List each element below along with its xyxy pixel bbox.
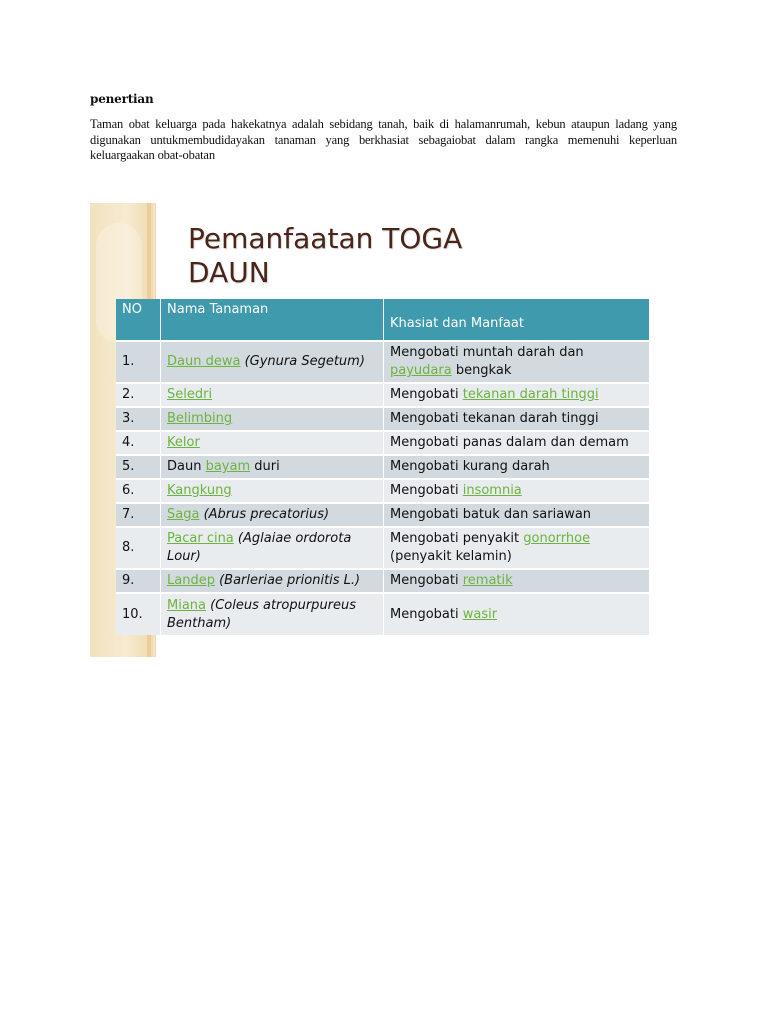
slide-title-line1: Pemanfaatan TOGA <box>188 222 463 255</box>
benefit-text: Mengobati <box>390 606 463 622</box>
plant-name-link[interactable]: Seledri <box>167 387 213 402</box>
plant-name-link[interactable]: Daun dewa <box>167 354 241 369</box>
row-number: 7. <box>116 503 161 527</box>
benefit-cell <box>384 503 650 527</box>
header-name: Nama Tanaman <box>161 299 384 341</box>
plant-name-cell <box>161 569 384 593</box>
table-body <box>116 341 650 635</box>
header-no: NO <box>116 299 161 341</box>
benefit-text: Mengobati penyakit <box>390 531 524 546</box>
table-row <box>116 431 650 455</box>
plant-latin-name: (Gynura Segetum) <box>240 354 365 369</box>
benefit-cell <box>384 527 650 569</box>
benefit-text: (penyakit kelamin) <box>390 549 512 564</box>
benefit-cell <box>384 569 650 593</box>
table-row <box>116 479 650 503</box>
table-row <box>116 503 650 527</box>
benefit-text: Mengobati panas dalam dan demam <box>390 435 629 450</box>
benefit-cell <box>384 479 650 503</box>
plant-name-cell <box>161 383 384 407</box>
table-header-row <box>116 299 650 341</box>
plant-latin-name: (Coleus atropurpureus Bentham) <box>167 597 357 631</box>
benefit-cell <box>384 431 650 455</box>
benefit-link[interactable]: rematik <box>462 573 513 588</box>
benefit-link[interactable]: payudara <box>390 363 452 378</box>
plant-name-link[interactable]: Belimbing <box>167 411 233 426</box>
benefit-cell <box>384 383 650 407</box>
plant-name-cell <box>161 455 384 479</box>
benefit-text: Mengobati batuk dan sariawan <box>390 507 592 522</box>
plant-name-cell <box>161 593 384 635</box>
benefit-cell <box>384 455 650 479</box>
header-benefit: Khasiat dan Manfaat <box>384 299 650 341</box>
benefit-link[interactable]: gonorrhoe <box>523 531 591 546</box>
plant-name-link[interactable]: bayam <box>205 459 251 474</box>
table-row <box>116 455 650 479</box>
row-number: 8. <box>116 527 161 569</box>
table-row <box>116 341 650 383</box>
plant-name-link[interactable]: Kelor <box>167 435 200 450</box>
intro-paragraph: Taman obat keluarga pada hakekatnya adalah sebidang tanah, baik di halamanrumah, kebun ataupun ladang yang digunakan untukmembudidayakan tanaman yang berkhasiat sebagaiobat dalam rangka memenuhi keperluan keluargaakan obat-obatan <box>90 117 677 162</box>
table-row <box>116 593 650 635</box>
plant-name-link[interactable]: Landep <box>167 573 215 588</box>
row-number: 4. <box>116 431 161 455</box>
plant-name-cell <box>161 527 384 569</box>
benefit-text: bengkak <box>451 363 512 378</box>
table-row <box>116 569 650 593</box>
row-number: 3. <box>116 407 161 431</box>
table-row <box>116 527 650 569</box>
row-number: 2. <box>116 383 161 407</box>
benefit-text: Mengobati tekanan darah tinggi <box>390 411 599 426</box>
plant-latin-name: (Abrus precatorius) <box>199 507 330 522</box>
table-row <box>116 407 650 431</box>
benefit-link[interactable]: tekanan darah tinggi <box>462 387 599 402</box>
row-number: 9. <box>116 569 161 593</box>
slide-image <box>90 203 654 657</box>
row-number: 10. <box>116 593 161 635</box>
plant-latin-name: (Aglaiae ordorota Lour) <box>167 531 352 564</box>
row-number: 1. <box>116 341 161 383</box>
section-heading: penertian <box>90 92 154 106</box>
toga-table <box>116 299 650 635</box>
benefit-cell <box>384 593 650 635</box>
plant-name-cell <box>161 407 384 431</box>
plant-name-link[interactable]: Pacar cina <box>167 531 234 546</box>
plant-name-link[interactable]: Miana <box>167 597 206 613</box>
benefit-cell <box>384 407 650 431</box>
benefit-link[interactable]: insomnia <box>462 483 522 498</box>
benefit-text: Mengobati <box>390 483 463 498</box>
benefit-cell <box>384 341 650 383</box>
slide-title <box>188 222 628 290</box>
benefit-text: Mengobati <box>390 573 463 588</box>
row-number: 5. <box>116 455 161 479</box>
row-number: 6. <box>116 479 161 503</box>
benefit-text: Mengobati <box>390 387 463 402</box>
plant-name-cell <box>161 479 384 503</box>
plant-name-cell <box>161 431 384 455</box>
benefit-text: Mengobati kurang darah <box>390 459 550 474</box>
plant-name-link[interactable]: Kangkung <box>167 483 232 498</box>
table-row <box>116 383 650 407</box>
plant-name-text: duri <box>250 459 280 474</box>
plant-name-cell <box>161 503 384 527</box>
plant-name-text: Daun <box>167 459 206 474</box>
benefit-text: Mengobati muntah darah dan <box>390 345 584 360</box>
benefit-link[interactable]: wasir <box>462 606 498 622</box>
plant-name-cell <box>161 341 384 383</box>
plant-latin-name: (Barleriae prionitis L.) <box>214 573 361 588</box>
plant-name-link[interactable]: Saga <box>167 507 200 522</box>
slide-title-line2: DAUN <box>188 256 270 289</box>
